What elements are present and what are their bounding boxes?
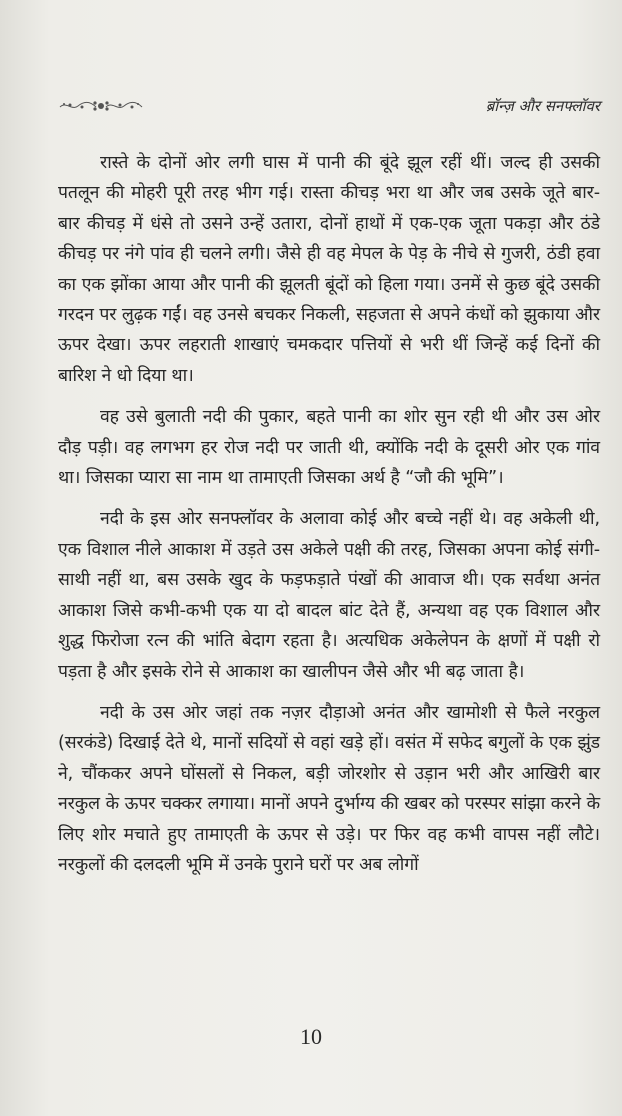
paragraph: रास्ते के दोनों ओर लगी घास में पानी की बूंदे झूल रहीं थीं। जल्द ही उसकी पतलून की मोहरी पूरी तरह भीग गई। रास्ता कीचड़ भरा था और जब उसके जूते बार-बार कीचड़ में धंसे तो उसने उन्हें उतारा, दोनों हाथों में एक-एक जूता पकड़ा और ठंडे कीचड़ पर नंगे पांव ही चलने लगी। जैसे ही वह मेपल के पेड़ के नीचे से गुजरी, ठंडी हवा का एक झोंका आया और पानी की झूलती बूंदों को हिला गया। उनमें से कुछ बूंदे उसकी गरदन पर लुढ़क गईं। वह उनसे बचकर निकली, सहजता से अपने कंधों को झुकाया और ऊपर देखा। ऊपर लहराती शाखाएं चमकदार पत्तियों से भरी थीं जिन्हें कई दिनों की बारिश ने धो दिया था। [58, 153, 600, 386]
running-title: ब्रॉन्ज़ और सनफ्लॉवर [485, 97, 600, 115]
paragraph: नदी के इस ओर सनफ्लॉवर के अलावा कोई और बच्चे नहीं थे। वह अकेली थी, एक विशाल नीले आकाश में उड़ते उस अकेले पक्षी की तरह, जिसका अपना कोई संगी-साथी नहीं था, बस उसके खुद के फड़फड़ाते पंखों की आवाज थी। एक सर्वथा अनंत आकाश जिसे कभी-कभी एक या दो बादल बांट देते हैं, अन्यथा वह एक विशाल और शुद्ध फिरोजा रत्न की भांति बेदाग रहता है। अत्यधिक अकेलेपन के क्षणों में पक्षी रो पड़ता है और इसके रोने से आकाश का खालीपन जैसे और भी बढ़ जाता है। [58, 509, 600, 682]
body-text [58, 148, 600, 880]
page-header [58, 96, 600, 122]
page-number: 10 [300, 1024, 322, 1049]
paragraph: वह उसे बुलाती नदी की पुकार, बहते पानी का शोर सुन रही थी और उस ओर दौड़ पड़ी। वह लगभग हर रोज नदी पर जाती थी, क्योंकि नदी के दूसरी ओर एक गांव था। जिसका प्यारा सा नाम था तामाएती जिसका अर्थ है “जौ की भूमि”। [58, 407, 600, 489]
paragraph: नदी के उस ओर जहां तक नज़र दौड़ाओ अनंत और खामोशी से फैले नरकुल (सरकंडे) दिखाई देते थे, मानों सदियों से वहां खड़े हों। वसंत में सफेद बगुलों के एक झुंड ने, चौंककर अपने घोंसलों से निकल, बड़ी जोरशोर से उड़ान भरी और आखिरी बार नरकुल के ऊपर चक्कर लगाया। मानों अपने दुर्भाग्य की खबर को परस्पर सांझा करने के लिए शोर मचाते हुए तामाएती के ऊपर से उड़े। पर फिर वह कभी वापस नहीं लौटे। नरकुलों की दलदली भूमि में उनके पुराने घरों पर अब लोगों [58, 702, 600, 875]
floral-ornament-icon [58, 98, 144, 114]
